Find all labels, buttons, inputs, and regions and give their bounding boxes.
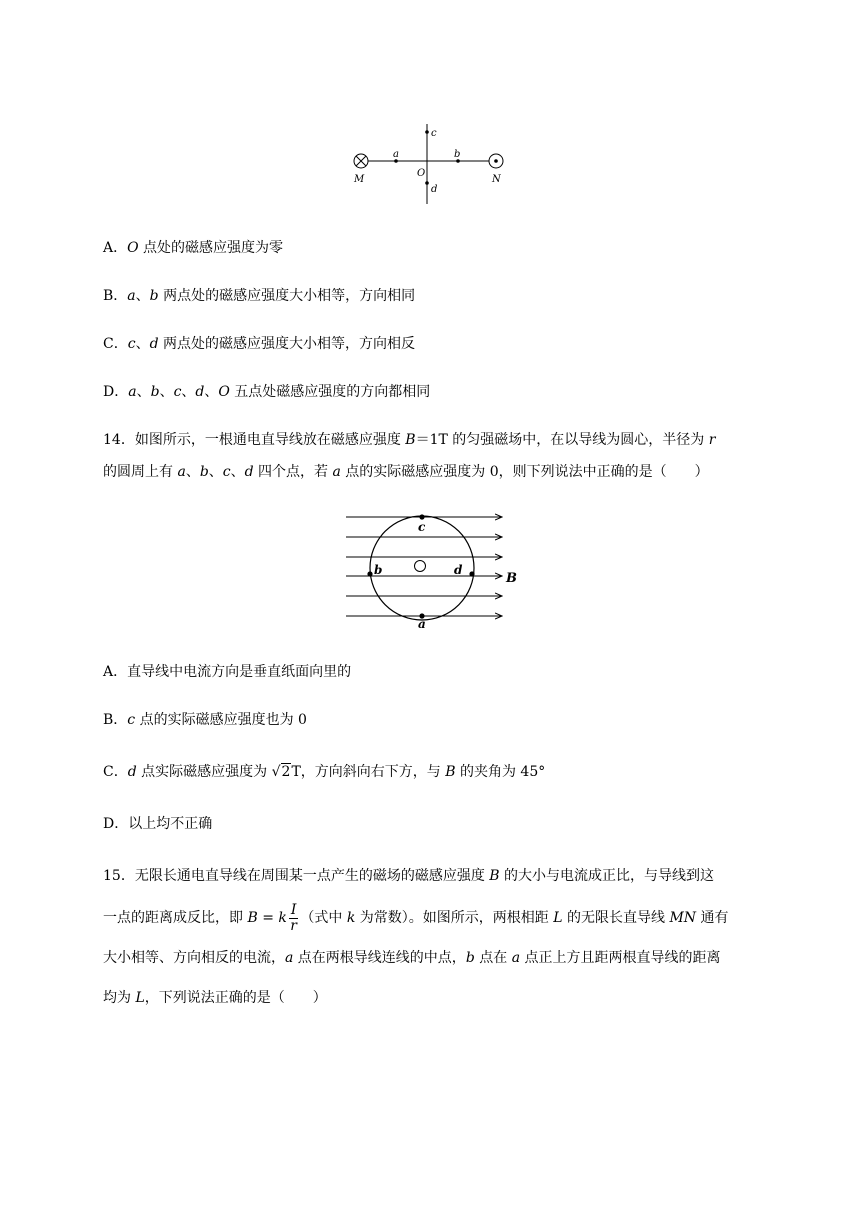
wire-n-dot-symbol <box>489 154 503 168</box>
var: b <box>150 384 160 400</box>
q14-stem-line-2: 的圆周上有 a、b、c、d 四个点，若 a 点的实际磁感应强度为 0，则下列说法中正确的是（ ） <box>103 464 709 480</box>
point-b-dot <box>367 571 372 576</box>
sqrt-expression: √2 <box>271 764 291 780</box>
sep: 、 <box>135 336 150 352</box>
q14-option-c: C．d 点实际磁感应强度为 √2T，方向斜向右下方，与 B 的夹角为 45° <box>103 764 546 780</box>
label-o: O <box>417 168 426 179</box>
label-c: c <box>431 128 437 139</box>
question-number: 14． <box>103 432 135 448</box>
option-text: 直导线中电流方向是垂直纸面向里的 <box>127 664 352 680</box>
q13-option-b <box>103 286 415 306</box>
fraction-i-over-r: $\frac{I}{r}$ <box>290 901 297 934</box>
option-text: 点的实际磁感应强度也为 0 <box>135 712 307 728</box>
option-text: 点处的磁感应强度为零 <box>138 240 284 256</box>
q13-option-d <box>103 382 430 402</box>
q14-option-d <box>103 814 212 834</box>
option-text: 两点处的磁感应强度大小相等，方向相同 <box>158 288 416 304</box>
var: c <box>127 336 136 352</box>
sep: 、 <box>136 384 151 400</box>
q15-stem-line-2: 一点的距离成反比，即 B = k $\frac{I}{r}$ （式中 k 为常数）。如图所示，两根相距 L 的无限长直导线 MN 通有 <box>103 901 729 934</box>
q14-option-b: B．c 点的实际磁感应强度也为 0 <box>103 712 307 728</box>
wire-cross-section <box>415 561 426 572</box>
sep: 、 <box>204 384 219 400</box>
q13-option-c <box>103 334 415 354</box>
label-b: b <box>454 149 461 160</box>
option-prefix: D． <box>103 384 129 400</box>
label-c: c <box>418 520 426 534</box>
q15-stem-line-4: 均为 L，下列说法正确的是（ ） <box>103 990 327 1006</box>
option-prefix: B． <box>103 712 128 728</box>
q14-option-a <box>103 662 351 682</box>
point-d-dot <box>469 571 474 576</box>
var: a <box>127 288 136 304</box>
label-a: a <box>418 617 426 631</box>
wire-diagram-mn <box>350 120 510 210</box>
option-text: 两点处的磁感应强度大小相等，方向相反 <box>158 336 415 352</box>
sep: 、 <box>159 384 174 400</box>
var: b <box>149 288 159 304</box>
option-prefix: C． <box>103 336 128 352</box>
formula-b-kir: B = k $\frac{I}{r}$ <box>247 901 297 934</box>
option-prefix: B． <box>103 288 128 304</box>
option-prefix: D． <box>103 816 129 832</box>
label-d: d <box>454 563 463 577</box>
point-c-dot <box>419 514 424 519</box>
question-number: 15． <box>103 868 135 884</box>
point-c-dot <box>425 130 429 134</box>
label-field-b: B <box>506 571 517 586</box>
option-text: 五点处磁感应强度的方向都相同 <box>229 384 431 400</box>
wire-m-cross-symbol <box>354 154 368 168</box>
option-text: 以上均不正确 <box>128 816 213 832</box>
option-prefix: C． <box>103 764 128 780</box>
q15-stem-line-1: 15．无限长通电直导线在周围某一点产生的磁场的磁感应强度 B 的大小与电流成正比，与导线到这 <box>103 868 715 884</box>
option-prefix: A． <box>103 240 128 256</box>
var: O <box>218 384 230 400</box>
label-d: d <box>431 184 438 195</box>
var: O <box>127 240 139 256</box>
var: d <box>149 336 159 352</box>
label-m: M <box>354 174 365 185</box>
sep: 、 <box>135 288 150 304</box>
var: a <box>128 384 137 400</box>
var: d <box>195 384 205 400</box>
q14-stem-line-1: 14．如图所示，一根通电直导线放在磁感应强度 B＝1T 的匀强磁场中，在以导线为圆心，半径为 r <box>103 432 716 448</box>
label-n: N <box>492 174 501 185</box>
label-a: a <box>393 149 399 160</box>
q15-stem-line-3: 大小相等、方向相反的电流，a 点在两根导线连线的中点，b 点在 a 点正上方且距两根直导线的距离 <box>103 950 721 966</box>
point-d-dot <box>425 181 429 185</box>
label-b: b <box>374 563 383 577</box>
field-circle-diagram <box>340 506 530 631</box>
var: c <box>173 384 182 400</box>
option-prefix: A． <box>103 664 128 680</box>
q13-option-a <box>103 238 283 258</box>
sep: 、 <box>181 384 196 400</box>
